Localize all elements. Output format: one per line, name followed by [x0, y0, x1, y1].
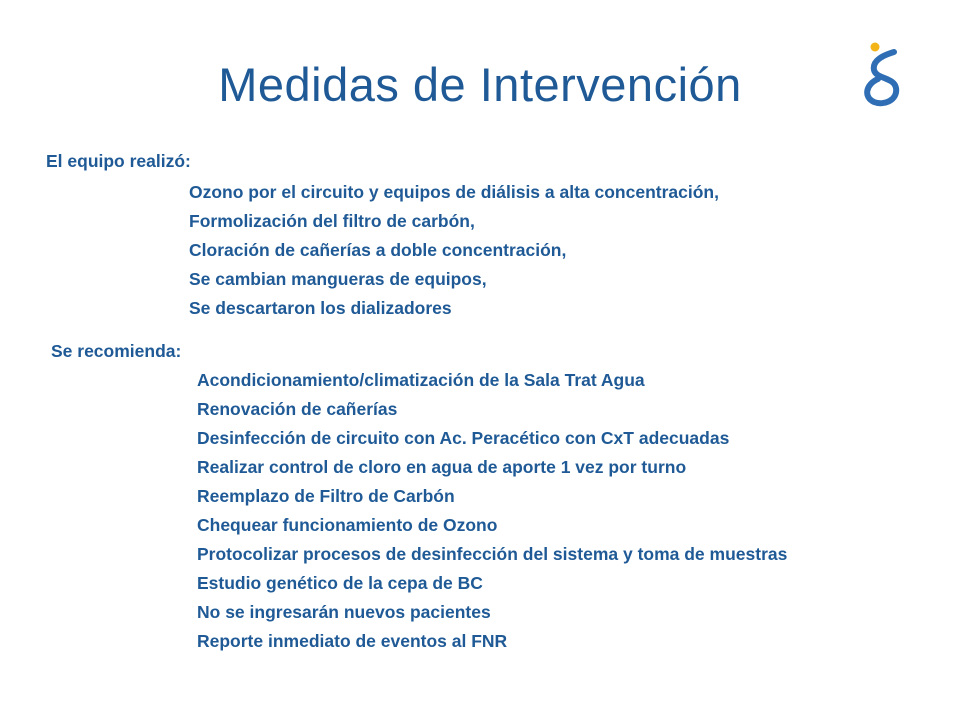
list-item: No se ingresarán nuevos pacientes — [197, 602, 491, 622]
list-item: Formolización del filtro de carbón, — [189, 211, 475, 231]
list-item: Se descartaron los dializadores — [189, 298, 452, 318]
list-item: Se cambian mangueras de equipos, — [189, 269, 487, 289]
section-label-recomienda: Se recomienda: — [51, 341, 182, 361]
logo-icon — [858, 40, 908, 110]
slide-title: Medidas de Intervención — [218, 58, 742, 111]
list-item: Reporte inmediato de eventos al FNR — [197, 631, 508, 651]
list-item: Realizar control de cloro en agua de aporte 1 vez por turno — [197, 457, 687, 477]
list-item: Ozono por el circuito y equipos de diálisis a alta concentración, — [189, 182, 719, 202]
list-item: Estudio genético de la cepa de BC — [197, 573, 483, 593]
list-item: Renovación de cañerías — [197, 399, 398, 419]
list-item: Desinfección de circuito con Ac. Peracético con CxT adecuadas — [197, 428, 730, 448]
list-item: Chequear funcionamiento de Ozono — [197, 515, 498, 535]
list-item: Protocolizar procesos de desinfección del sistema y toma de muestras — [197, 544, 788, 564]
section-label-equipo: El equipo realizó: — [46, 151, 191, 171]
list-item: Acondicionamiento/climatización de la Sala Trat Agua — [197, 370, 645, 390]
equipo-actions-list — [189, 178, 719, 323]
recommendations-list — [197, 366, 807, 656]
list-item: Reemplazo de Filtro de Carbón — [197, 486, 455, 506]
list-item: Cloración de cañerías a doble concentración, — [189, 240, 567, 260]
